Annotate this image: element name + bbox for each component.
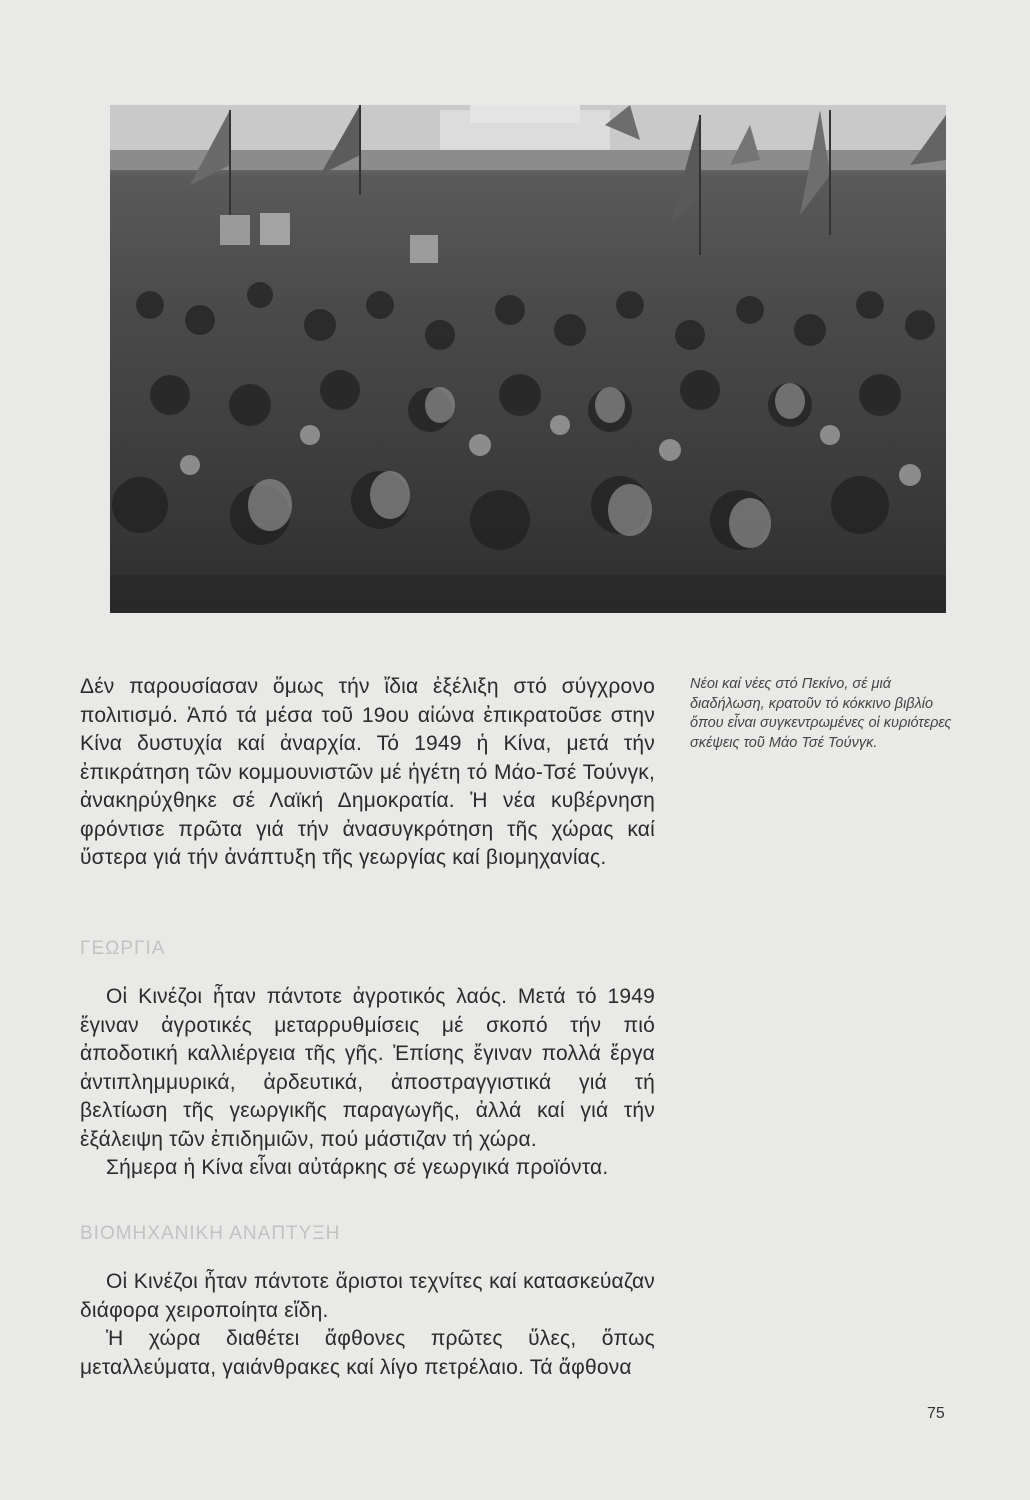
industry-section — [80, 1268, 655, 1382]
crowd-photo-illustration — [110, 105, 946, 613]
section-heading-agriculture: ΓΕΩΡΓΙΑ — [80, 938, 166, 959]
industry-paragraph-2: Ἡ χώρα διαθέτει ἄφθονες πρῶτες ὕλες, ὅπως μεταλλεύματα, γαιάνθρακες καί λίγο πετρέλαιο. Τά ἄφθονα — [80, 1327, 655, 1379]
agriculture-paragraph-2: Σήμερα ἡ Κίνα εἶναι αὐτάρκης σέ γεωργικά προϊόντα. — [106, 1156, 609, 1179]
agriculture-paragraph-1: Οἱ Κινέζοι ἦταν πάντοτε ἀγροτικός λαός. Μετά τό 1949 ἔγιναν ἀγροτικές μεταρρυθμίσεις μέ σκοπό τήν πιό ἀποδοτική καλλιέργεια τῆς γῆς. Ἐπίσης ἔγιναν πολλά ἔργα ἀντιπλημμυρικά, ἀρδευτικά, ἀποστραγγιστικά γιά τή βελτίωση τῆς γεωργικῆς παραγωγῆς, ἀλλά καί γιά τήν ἐξάλειψη τῶν ἐπιδημιῶν, πού μάστιζαν τή χώρα. — [80, 985, 655, 1151]
agriculture-section — [80, 983, 655, 1183]
intro-paragraph: Δέν παρουσίασαν ὅμως τήν ἴδια ἐξέλιξη στό σύγχρονο πολιτισμό. Ἀπό τά μέσα τοῦ 19ου αἰώνα ἐπικρατοῦσε στην Κίνα δυστυχία καί ἀναρχία. Τό 1949 ἡ Κίνα, μετά τήν ἐπικράτηση τῶν κομμουνιστῶν μέ ἡγέτη τό Μάο-Τσέ Τούνγκ, ἀνακηρύχθηκε σέ Λαϊκή Δημοκρατία. Ἡ νέα κυβέρνηση φρόντισε πρῶτα γιά τήν ἀνασυγκρότηση τῆς χώρας καί ὕστερα γιά τήν ἀνάπτυξη τῆς γεωργίας καί βιομηχανίας. — [80, 675, 655, 869]
crowd-photo — [110, 105, 946, 613]
industry-paragraph-1: Οἱ Κινέζοι ἦταν πάντοτε ἄριστοι τεχνίτες καί κατασκεύαζαν διάφορα χειροποίητα εἴδη. — [80, 1270, 655, 1322]
photo-caption: Νέοι καί νέες στό Πεκίνο, σέ μιά διαδήλωση, κρατοῦν τό κόκκινο βιβλίο ὅπου εἶναι συγκεντρωμένες οἱ κυριότερες σκέψεις τοῦ Μάο Τσέ Τούνγκ. — [690, 676, 952, 751]
intro-section — [80, 673, 655, 873]
page-number: 75 — [927, 1405, 945, 1422]
section-heading-industry: ΒΙΟΜΗΧΑΝΙΚΗ ΑΝΑΠΤΥΞΗ — [80, 1223, 341, 1244]
